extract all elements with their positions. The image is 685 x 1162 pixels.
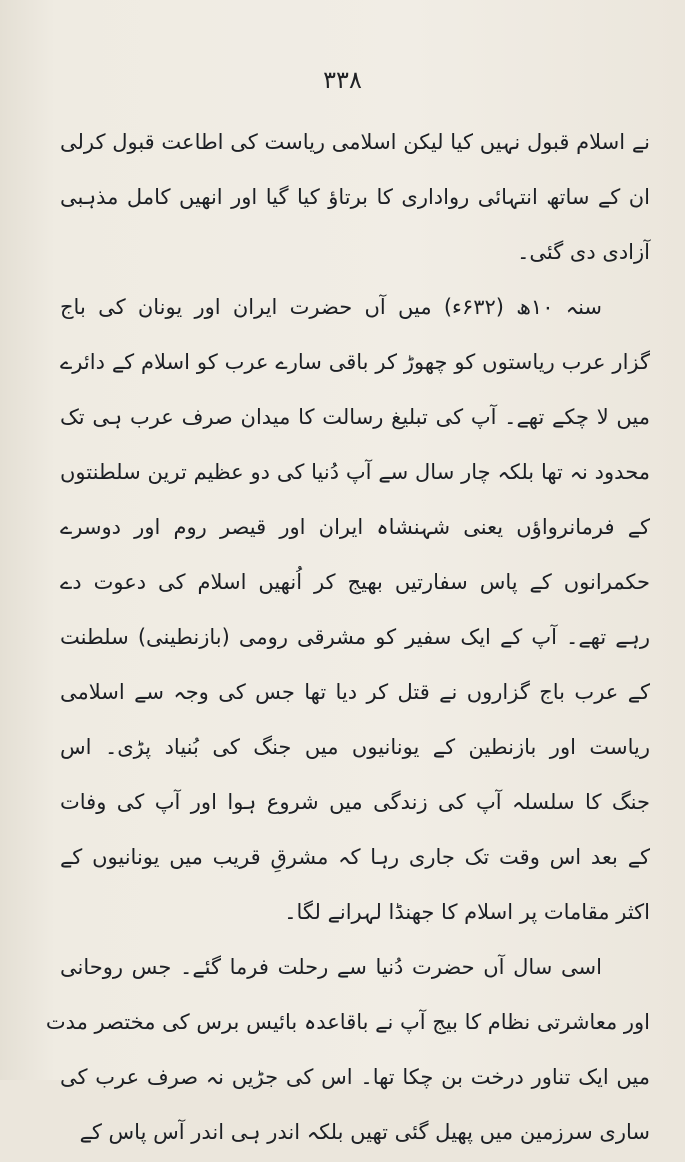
- text-line: گزار عرب ریاستوں کو چھوڑ کر باقی سارے عرب کو اسلام کے دائرے: [60, 350, 650, 374]
- text-line: نے اسلام قبول نہیں کیا لیکن اسلامی ریاست کی اطاعت قبول کرلی: [60, 130, 650, 154]
- paragraph: [60, 117, 650, 282]
- text-line: ان کے ساتھ انتہائی رواداری کا برتاؤ کیا گیا اور انھیں کامل مذہبی: [60, 185, 650, 209]
- text-line: اسی سال آں حضرت دُنیا سے رحلت فرما گئے۔ جس روحانی: [60, 955, 602, 979]
- text-line: محدود نہ تھا بلکہ چار سال سے آپ دُنیا کی دو عظیم ترین سلطنتوں: [60, 460, 650, 484]
- text-line: میں لا چکے تھے۔ آپ کی تبلیغ رسالت کا میدان صرف عرب ہی تک: [60, 405, 650, 429]
- text-line: سنہ ۱۰ھ (۶۳۲ء) میں آں حضرت ایران اور یونان کی باج: [60, 295, 602, 319]
- text-line: آزادی دی گئی۔: [517, 240, 650, 264]
- text-line: ساری سرزمین میں پھیل گئی تھیں بلکہ اندر ہی اندر آس پاس کے: [79, 1120, 650, 1144]
- page-number: ۳۳۸: [323, 66, 362, 94]
- body-text: [45, 117, 650, 1162]
- paragraph: [60, 282, 650, 942]
- text-line: میں ایک تناور درخت بن چکا تھا۔ اس کی جڑیں نہ صرف عرب کی: [60, 1065, 650, 1089]
- text-line: رہے تھے۔ آپ کے ایک سفیر کو مشرقی رومی (بازنطینی) سلطنت: [60, 625, 650, 649]
- text-line: کے بعد اس وقت تک جاری رہا کہ مشرقِ قریب میں یونانیوں کے: [60, 845, 650, 869]
- text-line: اکثر مقامات پر اسلام کا جھنڈا لہرانے لگا۔: [284, 900, 650, 924]
- text-line: ریاست اور بازنطین کے یونانیوں میں جنگ کی بُنیاد پڑی۔ اس: [60, 735, 650, 759]
- text-line: کے عرب باج گزاروں نے قتل کر دیا تھا جس کی وجہ سے اسلامی: [60, 680, 650, 704]
- text-line: حکمرانوں کے پاس سفارتیں بھیج کر اُنھیں اسلام کی دعوت دے: [60, 570, 650, 594]
- text-line: کے فرمانرواؤں یعنی شہنشاہ ایران اور قیصر روم اور دوسرے: [60, 515, 650, 539]
- text-line: اور معاشرتی نظام کا بیج آپ نے باقاعدہ بائیس برس کی مختصر مدت: [45, 1010, 650, 1034]
- paragraph: [45, 942, 650, 1162]
- text-line: جنگ کا سلسلہ آپ کی زندگی میں شروع ہوا اور آپ کی وفات: [60, 790, 650, 814]
